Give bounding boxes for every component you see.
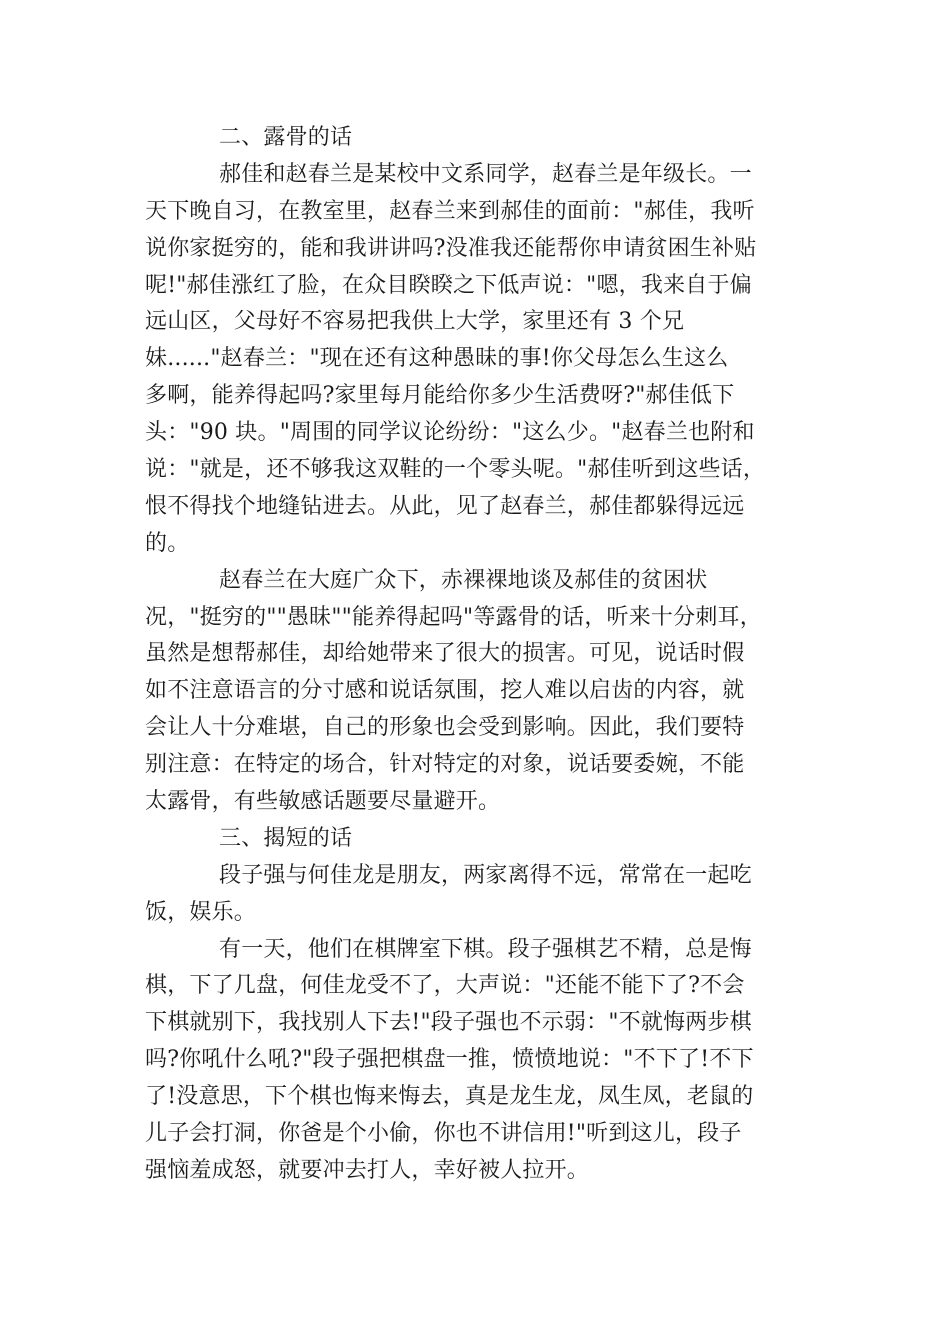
paragraph-line: 赵春兰在大庭广众下，赤裸裸地谈及郝佳的贫困状 xyxy=(219,567,708,593)
section-heading: 二、露骨的话 xyxy=(219,125,353,150)
paragraph-line: 会让人十分难堪，自己的形象也会受到影响。因此，我们要特 xyxy=(145,715,745,741)
paragraph-line: 吗?你吼什么吼?"段子强把棋盘一推，愤愤地说："不下了!不下 xyxy=(145,1047,754,1073)
paragraph xyxy=(145,157,805,563)
paragraph-line: 太露骨，有些敏感话题要尽量避开。 xyxy=(145,789,501,815)
paragraph-line: 妹......"赵春兰："现在还有这种愚昧的事!你父母怎么生这么 xyxy=(145,346,729,372)
paragraph-line: 远山区，父母好不容易把我供上大学，家里还有 3 个兄 xyxy=(145,309,685,335)
paragraph xyxy=(145,858,805,932)
paragraph-line: 棋，下了几盘，何佳龙受不了，大声说："还能不能下了?不会 xyxy=(145,973,745,999)
section-heading: 三、揭短的话 xyxy=(219,825,353,851)
paragraph-line: 说："就是，还不够我这双鞋的一个零头呢。"郝佳听到这些话， xyxy=(145,457,766,483)
paragraph-line: 说你家挺穷的，能和我讲讲吗?没准我还能帮你申请贫困生补贴 xyxy=(145,235,757,261)
paragraph-line: 如不注意语言的分寸感和说话氛围，挖人难以启齿的内容，就 xyxy=(145,678,745,704)
paragraph-line: 强恼羞成怒，就要冲去打人，幸好被人拉开。 xyxy=(145,1157,590,1183)
paragraph-line: 郝佳和赵春兰是某校中文系同学，赵春兰是年级长。一 xyxy=(219,161,752,187)
paragraph-line: 况，"挺穷的""愚昧""能养得起吗"等露骨的话，听来十分刺耳， xyxy=(145,604,762,630)
paragraph-line: 了!没意思，下个棋也悔来悔去，真是龙生龙，凤生凤，老鼠的 xyxy=(145,1084,754,1110)
paragraph-line: 段子强与何佳龙是朋友，两家离得不远，常常在一起吃 xyxy=(219,862,752,888)
paragraph xyxy=(145,932,805,1190)
paragraph-line: 恨不得找个地缝钻进去。从此，见了赵春兰，郝佳都躲得远远 xyxy=(145,493,745,519)
paragraph-line: 多啊，能养得起吗?家里每月能给你多少生活费呀?"郝佳低下 xyxy=(145,383,735,409)
paragraph-line: 头："90 块。"周围的同学议论纷纷："这么少。"赵春兰也附和 xyxy=(145,420,755,446)
paragraph-line: 虽然是想帮郝佳，却给她带来了很大的损害。可见，说话时假 xyxy=(145,641,745,667)
paragraph-line: 天下晚自习，在教室里，赵春兰来到郝佳的面前："郝佳，我听 xyxy=(145,198,755,224)
paragraph xyxy=(145,563,805,821)
paragraph-line: 别注意：在特定的场合，针对特定的对象，说话要委婉，不能 xyxy=(145,752,745,778)
paragraph-line: 有一天，他们在棋牌室下棋。段子强棋艺不精，总是悔 xyxy=(219,936,752,962)
paragraph-line: 呢!"郝佳涨红了脸，在众目睽睽之下低声说："嗯，我来自于偏 xyxy=(145,272,752,298)
document-body xyxy=(145,120,805,1190)
paragraph-line: 饭，娱乐。 xyxy=(145,899,257,925)
paragraph-line: 下棋就别下，我找别人下去!"段子强也不示弱："不就悔两步棋 xyxy=(145,1010,752,1036)
paragraph-line: 的。 xyxy=(145,530,190,556)
paragraph-line: 儿子会打洞，你爸是个小偷，你也不讲信用!"听到这儿，段子 xyxy=(145,1121,742,1147)
